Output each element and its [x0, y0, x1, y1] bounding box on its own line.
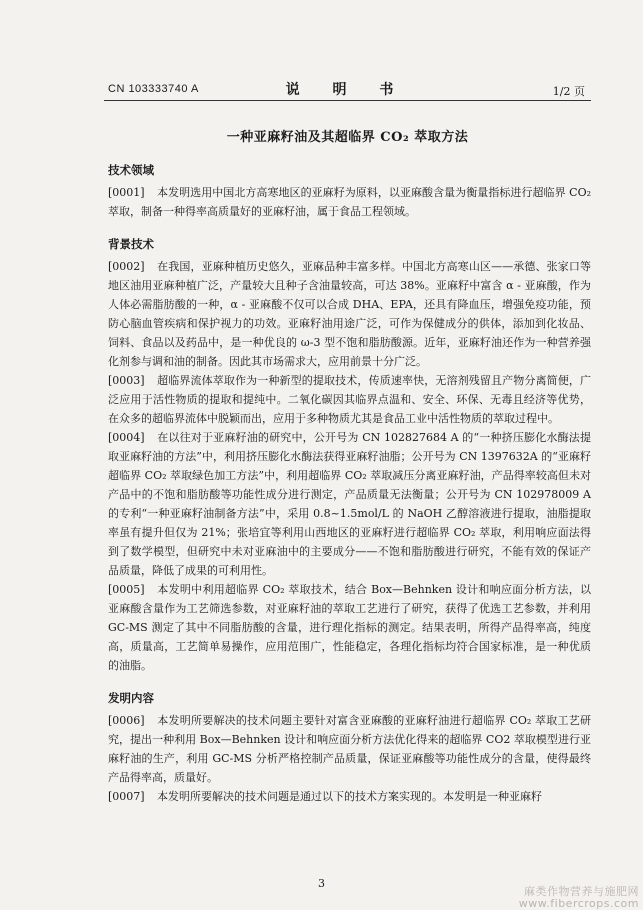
paragraph-number: [0001]	[108, 186, 145, 199]
header-rule	[104, 100, 591, 101]
paragraph	[108, 428, 591, 580]
paragraph-number: [0007]	[108, 790, 145, 803]
paragraph-text: 本发明中利用超临界 CO₂ 萃取技术，结合 Box—Behnken 设计和响应面分析方法，以亚麻酸含量作为工艺筛选参数，对亚麻籽油的萃取工艺进行了研究，获得了优选工艺参数，并利用 GC-MS 测定了其中不同脂肪酸的含量，进行理化指标的测定。结果表明，所得产品得率高，纯度高，质量高，工艺简单易操作，应用范围广，性能稳定，各理化指标均符合国家标准，是一种优质的油脂。	[108, 583, 591, 672]
paragraph-number: [0003]	[108, 374, 145, 387]
document-body	[108, 156, 591, 806]
paragraph-text: 在以往对于亚麻籽油的研究中，公开号为 CN 102827684 A 的“一种挤压膨化水酶法提取亚麻籽油的方法”中，利用挤压膨化水酶法获得亚麻籽油脂；公开号为 CN 1397632A 的“亚麻籽超临界 CO₂ 萃取绿色加工方法”中，利用超临界 CO₂ 萃取减压分离亚麻籽油，产品得率较高但未对产品中的不饱和脂肪酸等功能性成分进行测定，产品质量无法衡量；公开号为 CN 102978009 A 的专利“一种亚麻籽油制备方法”中，采用 0.8~1.5mol/L 的 NaOH 乙醇溶液进行提取，油脂提取率虽有提升但仅为 21%；张培宜等利用山西地区的亚麻籽进行超临界 CO₂ 萃取，利用响应面法得到了数学模型，但研究中未对亚麻油中的主要成分——不饱和脂肪酸进行研究，不能有效的保证产品质量，降低了成果的可利用性。	[108, 431, 591, 577]
page-header	[108, 79, 585, 99]
paragraph	[108, 371, 591, 428]
paragraph-text: 本发明所要解决的技术问题主要针对富含亚麻酸的亚麻籽油进行超临界 CO₂ 萃取工艺研究，提出一种利用 Box—Behnken 设计和响应面分析方法优化得来的超临界 CO2 萃取模型进行亚麻籽油的生产，利用 GC-MS 分析严格控制产品质量，保证亚麻酸等功能性成分的含量，使得最终产品得率高，质量好。	[108, 714, 591, 784]
watermark-url: www.fibercrops.com	[518, 897, 639, 910]
paragraph-number: [0004]	[108, 431, 145, 444]
paragraph-number: [0002]	[108, 260, 145, 273]
watermark	[519, 886, 639, 910]
paragraph-text: 超临界流体萃取作为一种新型的提取技术，传质速率快，无溶剂残留且产物分离简便，广泛应用于活性物质的提取和提纯中。二氧化碳因其临界点温和、安全、环保、无毒且经济等优势，在众多的超临界流体中脱颖而出，应用于多种物质尤其是食品工业中活性物质的萃取过程中。	[108, 374, 591, 425]
section-heading: 背景技术	[108, 239, 154, 251]
paragraph-number: [0005]	[108, 583, 145, 596]
paragraph-number: [0006]	[108, 714, 145, 727]
paragraph	[108, 183, 591, 221]
paragraph-text: 本发明所要解决的技术问题是通过以下的技术方案实现的。本发明是一种亚麻籽	[157, 790, 542, 803]
document-number: CN 103333740 A	[108, 83, 199, 95]
paragraph	[108, 580, 591, 675]
paragraph-text: 在我国，亚麻种植历史悠久，亚麻品种丰富多样。中国北方高寒山区——承德、张家口等地区油用亚麻种植广泛，产量较大且种子含油量较高，可达 38%。亚麻籽中富含 α - 亚麻酸，作为人体必需脂肪酸的一种，α - 亚麻酸不仅可以合成 DHA、EPA，还具有降血压，增强免疫功能，预防心脑血管疾病和保护视力的功效。亚麻籽油用途广泛，可作为保健成分的供体，添加到化妆品、饲料、食品以及药品中，是一种优良的 ω-3 型不饱和脂肪酸源。近年，亚麻籽油还作为一种营养强化剂参与调和油的制备。因此其市场需求大，应用前景十分广泛。	[108, 260, 591, 368]
paragraph-text: 本发明选用中国北方高寒地区的亚麻籽为原料，以亚麻酸含量为衡量指标进行超临界 CO₂ 萃取，制备一种得率高质量好的亚麻籽油，属于食品工程领域。	[108, 186, 591, 218]
watermark-site-name: 麻类作物营养与施肥网	[524, 885, 639, 898]
paragraph	[108, 711, 591, 787]
section-heading: 技术领域	[108, 165, 154, 177]
patent-title: 一种亚麻籽油及其超临界 CO₂ 萃取方法	[226, 130, 469, 145]
paragraph	[108, 787, 591, 806]
page-number: 3	[318, 877, 325, 890]
page-count: 1/2 页	[552, 85, 585, 98]
paragraph	[108, 257, 591, 371]
section-heading: 发明内容	[108, 693, 154, 705]
document-type: 说 明 书	[285, 82, 408, 98]
